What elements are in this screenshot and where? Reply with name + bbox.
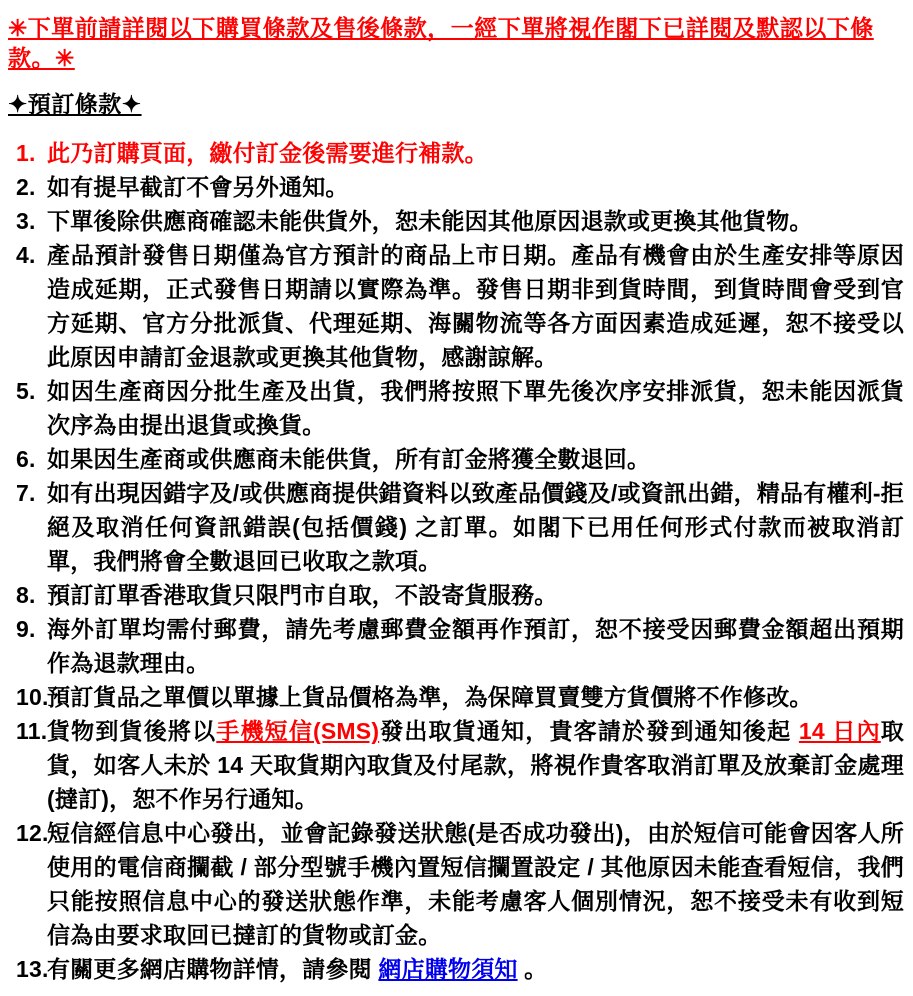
- term-text: 如因生產商因分批生產及出貨，我們將按照下單先後次序安排派貨，恕未能因派貨次序為由提出退貨或換貨。: [47, 378, 904, 438]
- term-text: 產品預計發售日期僅為官方預計的商品上市日期。產品有機會由於生產安排等原因造成延期，正式發售日期請以實際為準。發售日期非到貨時間，到貨時間會受到官方延期、官方分批派貨、代理延期、海關物流等各方面因素造成延遲，恕不接受以此原因申請訂金退款或更換其他貨物，感謝諒解。: [47, 242, 904, 370]
- term-number: 12.: [16, 820, 49, 846]
- term-number: 7.: [16, 480, 36, 506]
- term-body: [47, 174, 349, 200]
- term-text: 如果因生產商或供應商未能供貨，所有訂金將獲全數退回。: [47, 446, 651, 472]
- term-item: [8, 170, 904, 204]
- term-item: [8, 476, 904, 578]
- section-title-preorder-terms: ✦預訂條款✦: [8, 91, 142, 117]
- term-item: [8, 816, 904, 952]
- term-body: [47, 820, 904, 948]
- term-number: 10.: [16, 684, 49, 710]
- term-body: [47, 446, 650, 472]
- term-body: [47, 208, 813, 234]
- term-number: 1.: [16, 140, 36, 166]
- term-body: [47, 956, 547, 982]
- deposit-notice-text: 此乃訂購頁面，繳付訂金後需要進行補款。: [47, 140, 488, 166]
- term-body: [47, 140, 488, 166]
- term-text: 發出取貨通知，貴客請於發到通知後起: [379, 718, 799, 744]
- term-item: [8, 714, 904, 816]
- term-text: 。: [517, 956, 548, 982]
- shop-guide-link[interactable]: 網店購物須知: [378, 956, 518, 982]
- term-item: [8, 680, 904, 714]
- term-body: [47, 582, 557, 608]
- term-text: 預訂貨品之單價以單據上貨品價格為準，為保障買賣雙方貨價將不作修改。: [47, 684, 813, 710]
- term-text: 下單後除供應商確認未能供貨外，恕未能因其他原因退款或更換其他貨物。: [47, 208, 813, 234]
- term-number: 4.: [16, 242, 36, 268]
- term-number: 5.: [16, 378, 36, 404]
- term-number: 11.: [16, 718, 48, 744]
- term-text: 貨物到貨後將以: [47, 718, 217, 744]
- term-item: [8, 578, 904, 612]
- term-number: 6.: [16, 446, 36, 472]
- term-text: 預訂訂單香港取貨只限門市自取，不設寄貨服務。: [47, 582, 558, 608]
- term-body: [47, 378, 904, 438]
- pickup-deadline-emphasis: 14 日內: [798, 718, 881, 744]
- term-body: [47, 684, 813, 710]
- term-text: 短信經信息中心發出，並會記錄發送狀態(是否成功發出)，由於短信可能會因客人所使用的電信商攔截 / 部分型號手機內置短信攔置設定 / 其他原因未能查看短信，我們只能按照信息中心的發送狀態作準，未能考慮客人個別情況，恕不接受未有收到短信為由要求取回已撻訂的貨物或訂金。: [47, 820, 904, 948]
- term-number: 13.: [16, 956, 49, 982]
- term-item: [8, 238, 904, 374]
- term-item: [8, 374, 904, 442]
- term-body: [47, 480, 904, 574]
- pre-order-warning: ✳下單前請詳閱以下購買條款及售後條款，一經下單將視作閣下已詳閱及默認以下條款。✳: [8, 15, 874, 71]
- term-body: [47, 718, 904, 812]
- term-item: [8, 204, 904, 238]
- sms-emphasis: 手機短信(SMS): [216, 718, 380, 744]
- term-body: [47, 242, 904, 370]
- term-number: 3.: [16, 208, 36, 234]
- term-text: 如有出現因錯字及/或供應商提供錯資料以致產品價錢及/或資訊出錯，精品有權利-拒絕及取消任何資訊錯誤(包括價錢) 之訂單。如閣下已用任何形式付款而被取消訂單，我們將會全數退回已收取之款項。: [47, 480, 904, 574]
- term-number: 8.: [16, 582, 36, 608]
- term-body: [47, 616, 904, 676]
- term-item: [8, 952, 904, 986]
- term-text: 取貨，如客人未於 14 天取貨期內取貨及付尾款，將視作貴客取消訂單及放棄訂金處理(撻訂)，恕不作另行通知。: [47, 718, 904, 812]
- term-item: [8, 612, 904, 680]
- term-text: 海外訂單均需付郵費，請先考慮郵費金額再作預訂，恕不接受因郵費金額超出預期作為退款理由。: [47, 616, 904, 676]
- term-text: 有關更多網店購物詳情，請參閱: [47, 956, 379, 982]
- term-text: 如有提早截訂不會另外通知。: [47, 174, 349, 200]
- terms-list: [8, 136, 904, 986]
- term-number: 9.: [16, 616, 36, 642]
- term-number: 2.: [16, 174, 36, 200]
- term-item: [8, 442, 904, 476]
- term-item: [8, 136, 904, 170]
